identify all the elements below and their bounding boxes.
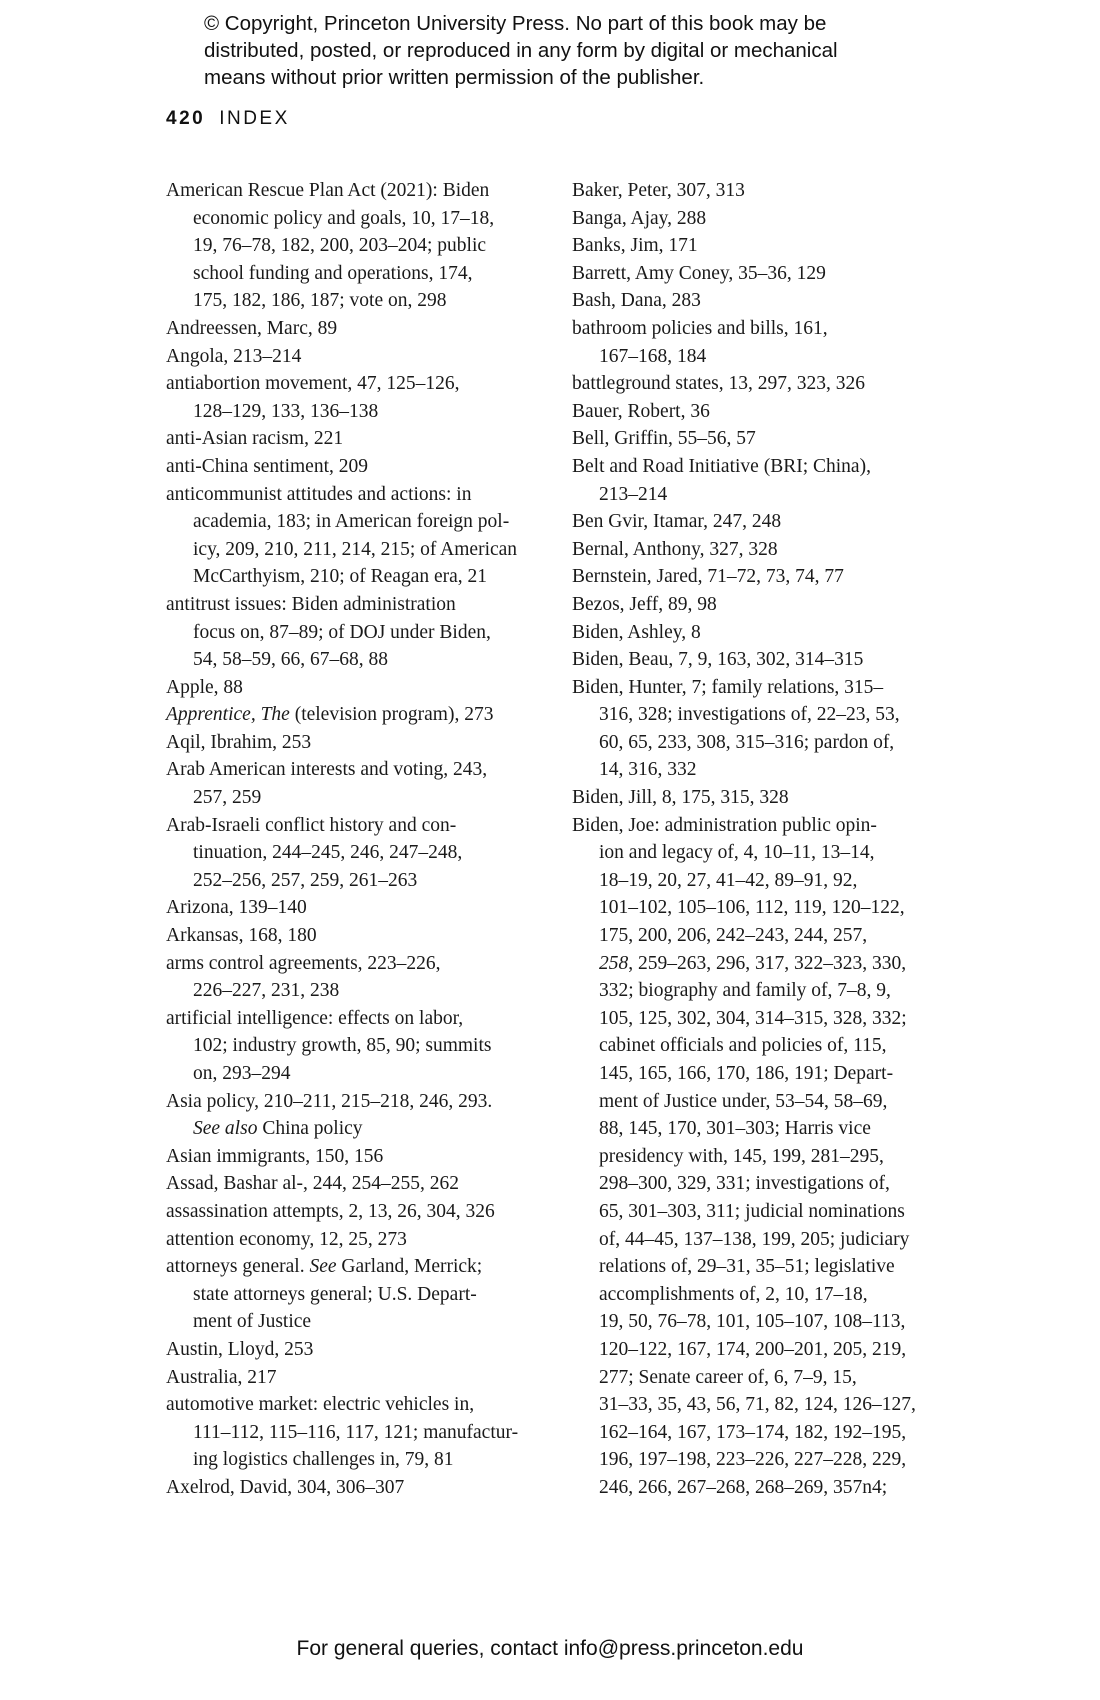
- index-entry-line: presidency with, 145, 199, 281–295,: [599, 1145, 884, 1167]
- index-entry-line: artificial intelligence: effects on labor,: [166, 1007, 464, 1029]
- index-entry: [166, 756, 546, 811]
- index-entry-line: 196, 197–198, 223–226, 227–228, 229,: [599, 1449, 907, 1471]
- index-entry-line: assassination attempts, 2, 13, 26, 304, 326: [166, 1200, 495, 1222]
- index-entry-line: 128–129, 133, 136–138: [193, 400, 379, 422]
- index-entry-line: 120–122, 167, 174, 200–201, 205, 219,: [599, 1338, 907, 1360]
- copyright-line: means without prior written permission of the publisher.: [204, 66, 705, 89]
- index-entry: [572, 177, 972, 205]
- index-entry-line: of, 44–45, 137–138, 199, 205; judiciary: [599, 1228, 910, 1250]
- index-entry-line: 18–19, 20, 27, 41–42, 89–91, 92,: [599, 869, 858, 891]
- index-entry-line: Biden, Joe: administration public opin-: [572, 814, 877, 836]
- index-entry-line: attention economy, 12, 25, 273: [166, 1228, 407, 1250]
- index-entry-line: Ben Gvir, Itamar, 247, 248: [572, 511, 782, 533]
- index-entry-line: American Rescue Plan Act (2021): Biden: [166, 180, 490, 201]
- index-entry-line: Austin, Lloyd, 253: [166, 1338, 314, 1360]
- index-entry-line: 54, 58–59, 66, 67–68, 88: [193, 649, 388, 671]
- index-entry-line: 316, 328; investigations of, 22–23, 53,: [599, 704, 900, 726]
- index-entry-line: 213–214: [599, 483, 668, 505]
- index-entry-line: relations of, 29–31, 35–51; legislative: [599, 1256, 895, 1278]
- index-entry-line: automotive market: electric vehicles in,: [166, 1394, 475, 1416]
- index-entry-line: 175, 182, 186, 187; vote on, 298: [193, 290, 447, 312]
- index-entry-line: 277; Senate career of, 6, 7–9, 15,: [599, 1366, 857, 1388]
- index-entry: [572, 205, 972, 233]
- page-number: 420: [166, 108, 206, 129]
- index-entry: [572, 784, 972, 812]
- index-entry-line: battleground states, 13, 297, 323, 326: [572, 373, 866, 395]
- index-entry-line: 31–33, 35, 43, 56, 71, 82, 124, 126–127,: [599, 1394, 916, 1416]
- index-entry-line: Bezos, Jeff, 89, 98: [572, 593, 717, 615]
- index-entry-line: 111–112, 115–116, 117, 121; manufactur-: [193, 1421, 519, 1443]
- index-entry: [572, 370, 972, 398]
- index-entry: [166, 922, 546, 950]
- index-entry-line: 14, 316, 332: [599, 759, 697, 781]
- index-entry-line: 105, 125, 302, 304, 314–315, 328, 332;: [599, 1007, 907, 1029]
- index-entry-line: Arab American interests and voting, 243,: [166, 759, 488, 781]
- index-entry: [572, 646, 972, 674]
- index-entry-line: Arizona, 139–140: [166, 897, 307, 919]
- index-entry: [572, 315, 972, 370]
- index-entry: [572, 674, 972, 784]
- index-entry-line: 101–102, 105–106, 112, 119, 120–122,: [599, 897, 905, 919]
- index-entry-line: cabinet officials and policies of, 115,: [599, 1035, 887, 1057]
- index-entry-line: 226–227, 231, 238: [193, 980, 340, 1002]
- index-entry-line: 88, 145, 170, 301–303; Harris vice: [599, 1118, 871, 1140]
- index-entry: [166, 1474, 546, 1502]
- index-entry-line: Baker, Peter, 307, 313: [572, 180, 745, 201]
- index-entry-line: 175, 200, 206, 242–243, 244, 257,: [599, 925, 868, 947]
- index-entry: [166, 812, 546, 895]
- index-entry-line: 60, 65, 233, 308, 315–316; pardon of,: [599, 731, 895, 753]
- index-entry: [166, 894, 546, 922]
- index-entry-line: ion and legacy of, 4, 10–11, 13–14,: [599, 842, 875, 864]
- index-entry-line: 19, 50, 76–78, 101, 105–107, 108–113,: [599, 1311, 906, 1333]
- index-entry-line: antiabortion movement, 47, 125–126,: [166, 373, 460, 395]
- index-entry: [572, 287, 972, 315]
- index-entry-line: Bauer, Robert, 36: [572, 400, 710, 422]
- index-entry: [166, 481, 546, 591]
- index-entry-line: Apple, 88: [166, 676, 243, 698]
- index-entry-line: Barrett, Amy Coney, 35–36, 129: [572, 262, 826, 284]
- index-entry-line: Axelrod, David, 304, 306–307: [166, 1476, 405, 1498]
- index-entry: [572, 260, 972, 288]
- index-entry: [572, 591, 972, 619]
- index-entry: [166, 1253, 546, 1336]
- index-entry: [572, 425, 972, 453]
- index-entry-line: Asia policy, 210–211, 215–218, 246, 293.: [166, 1090, 493, 1112]
- section-title: INDEX: [219, 108, 290, 129]
- index-entry: [166, 1005, 546, 1088]
- index-entry-line: ing logistics challenges in, 79, 81: [193, 1449, 454, 1471]
- index-entry-line: icy, 209, 210, 211, 214, 215; of American: [193, 538, 518, 560]
- index-entry: [166, 1336, 546, 1364]
- index-entry: [572, 508, 972, 536]
- index-entry: [166, 729, 546, 757]
- index-entry-line: on, 293–294: [193, 1063, 291, 1084]
- index-entry-line: 102; industry growth, 85, 90; summits: [193, 1035, 492, 1057]
- index-entry-line: bathroom policies and bills, 161,: [572, 317, 828, 339]
- index-entry-line: school funding and operations, 174,: [193, 262, 473, 284]
- index-entry-line: 145, 165, 166, 170, 186, 191; Depart-: [599, 1063, 894, 1084]
- index-entry: [166, 1198, 546, 1226]
- index-entry-line: Andreessen, Marc, 89: [166, 317, 338, 339]
- index-entry-line: Arkansas, 168, 180: [166, 925, 317, 947]
- index-entry-line: Banga, Ajay, 288: [572, 207, 707, 229]
- running-head: [166, 108, 290, 130]
- index-entry-line: Bernal, Anthony, 327, 328: [572, 538, 778, 560]
- index-column-left: [166, 177, 546, 1502]
- index-entry: [166, 343, 546, 371]
- copyright-line: © Copyright, Princeton University Press. No part of this book may be: [204, 12, 827, 35]
- index-entry-line: arms control agreements, 223–226,: [166, 952, 441, 974]
- index-entry-line: Assad, Bashar al-, 244, 254–255, 262: [166, 1173, 460, 1195]
- index-entry-line: ment of Justice: [193, 1311, 312, 1333]
- index-entry-line: academia, 183; in American foreign pol-: [193, 511, 510, 533]
- index-entry-line: Biden, Hunter, 7; family relations, 315–: [572, 676, 884, 698]
- index-entry: [166, 1364, 546, 1392]
- index-entry: [166, 453, 546, 481]
- index-entry: [572, 536, 972, 564]
- index-entry-line: Asian immigrants, 150, 156: [166, 1145, 384, 1167]
- copyright-line: distributed, posted, or reproduced in any form by digital or mechanical: [204, 39, 838, 62]
- index-entry-line: focus on, 87–89; of DOJ under Biden,: [193, 621, 491, 643]
- index-entry-line: anticommunist attitudes and actions: in: [166, 483, 472, 505]
- index-entry-line: Angola, 213–214: [166, 345, 302, 367]
- index-entry-line: accomplishments of, 2, 10, 17–18,: [599, 1283, 868, 1305]
- index-entry-line: McCarthyism, 210; of Reagan era, 21: [193, 566, 488, 588]
- index-entry: [572, 619, 972, 647]
- index-entry-line: Aqil, Ibrahim, 253: [166, 731, 312, 753]
- index-entry: [166, 950, 546, 1005]
- index-entry: [572, 232, 972, 260]
- index-entry-line: 332; biography and family of, 7–8, 9,: [599, 980, 891, 1002]
- index-entry-line: Biden, Ashley, 8: [572, 621, 701, 643]
- index-entry-line: tinuation, 244–245, 246, 247–248,: [193, 842, 463, 864]
- index-entry-line: Biden, Beau, 7, 9, 163, 302, 314–315: [572, 649, 864, 671]
- index-entry: [572, 563, 972, 591]
- index-entry-line: Bernstein, Jared, 71–72, 73, 74, 77: [572, 566, 844, 588]
- index-entry-line: Bell, Griffin, 55–56, 57: [572, 428, 756, 450]
- index-entry: [572, 453, 972, 508]
- index-entry-line: 19, 76–78, 182, 200, 203–204; public: [193, 235, 487, 257]
- index-entry: [166, 1143, 546, 1171]
- index-entry: [166, 1226, 546, 1254]
- index-entry: [166, 370, 546, 425]
- index-entry: [166, 701, 546, 729]
- index-entry: [572, 812, 972, 1502]
- index-entry-line: 65, 301–303, 311; judicial nominations: [599, 1200, 905, 1222]
- index-entry-line: Arab-Israeli conflict history and con-: [166, 814, 457, 836]
- index-entry-line: Australia, 217: [166, 1366, 277, 1388]
- index-entry: [166, 1391, 546, 1474]
- index-entry-line: anti-Asian racism, 221: [166, 428, 344, 450]
- index-entry-line: Banks, Jim, 171: [572, 235, 698, 257]
- index-entry: [166, 1170, 546, 1198]
- index-entry-line: 252–256, 257, 259, 261–263: [193, 869, 418, 891]
- footer-contact: For general queries, contact info@press.princeton.edu: [296, 1637, 804, 1660]
- copyright-notice: [204, 10, 944, 91]
- index-entry: [166, 1088, 546, 1143]
- index-entry: [166, 674, 546, 702]
- index-entry-line: 246, 266, 267–268, 268–269, 357n4;: [599, 1476, 888, 1498]
- index-entry-line: Belt and Road Initiative (BRI; China),: [572, 455, 871, 477]
- index-entry-line: 167–168, 184: [599, 345, 707, 367]
- index-entry-line: Apprentice, The (television program), 273: [166, 704, 494, 726]
- index-entry-line: 258, 259–263, 296, 317, 322–323, 330,: [599, 952, 907, 974]
- index-entry-line: attorneys general. See Garland, Merrick;: [166, 1256, 483, 1278]
- index-entry: [572, 398, 972, 426]
- index-entry: [166, 177, 546, 315]
- index-entry-line: Bash, Dana, 283: [572, 290, 701, 312]
- index-entry-line: Biden, Jill, 8, 175, 315, 328: [572, 787, 789, 809]
- index-entry: [166, 591, 546, 674]
- index-entry-line: ment of Justice under, 53–54, 58–69,: [599, 1090, 888, 1112]
- index-column-right: [572, 177, 972, 1502]
- index-entry-line: antitrust issues: Biden administration: [166, 593, 456, 615]
- index-entry-line: economic policy and goals, 10, 17–18,: [193, 207, 495, 229]
- index-entry-line: 298–300, 329, 331; investigations of,: [599, 1173, 890, 1195]
- index-entry-line: 162–164, 167, 173–174, 182, 192–195,: [599, 1421, 907, 1443]
- index-entry-line: anti-China sentiment, 209: [166, 455, 369, 477]
- index-entry: [166, 425, 546, 453]
- index-entry-line: state attorneys general; U.S. Depart-: [193, 1283, 477, 1305]
- index-entry-line: See also China policy: [193, 1118, 363, 1140]
- index-entry-line: 257, 259: [193, 787, 262, 809]
- index-entry: [166, 315, 546, 343]
